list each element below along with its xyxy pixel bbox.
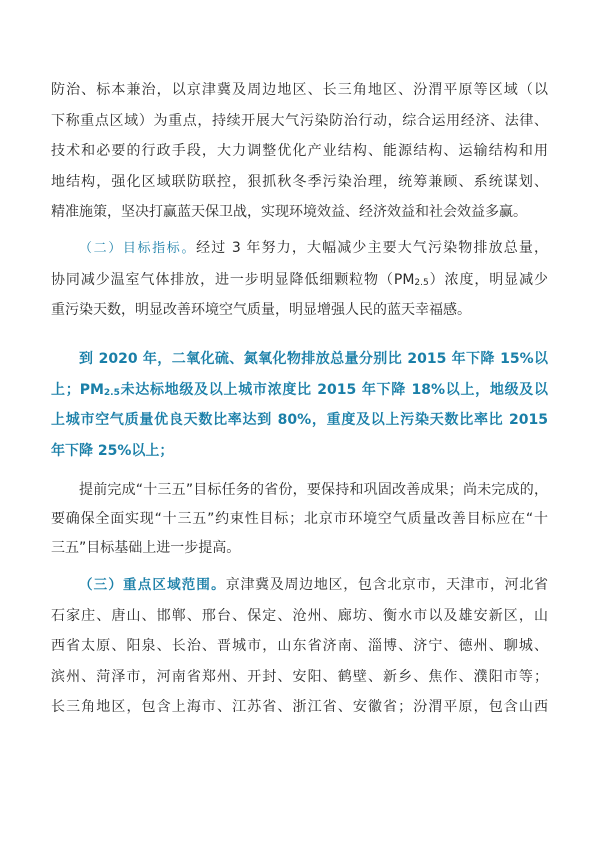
paragraph-provinces (51, 476, 548, 563)
text-line (51, 233, 548, 265)
text-segment: 未达标地级及以上城市浓度比 2015 年下降 18%以上，地级及以 (119, 381, 548, 398)
text-segment: 上；PM (51, 381, 104, 398)
text-segment: 经过 3 年努力，大幅减少主要大气污染物排放总量， (196, 240, 548, 256)
text-line (51, 375, 548, 406)
text-line: 西省太原、阳泉、长治、晋城市，山东省济南、淄博、济宁、德州、聊城、 (51, 638, 548, 654)
section-label-regions: （三）重点区域范围。 (79, 577, 226, 593)
text-line: 下称重点区域）为重点，持续开展大气污染防治行动，综合运用经济、法律、 (51, 112, 548, 129)
text-line: 上城市空气质量优良天数比率达到 80%，重度及以上污染天数比率比 2015 (51, 412, 548, 428)
text-line: 防治、标本兼治，以京津冀及周边地区、长三角地区、汾渭平原等区域（以 (51, 82, 548, 98)
text-line: 石家庄、唐山、邯郸、邢台、保定、沧州、廊坊、衡水市以及雄安新区，山 (51, 607, 548, 624)
text-segment: 京津冀及周边地区，包含北京市，天津市，河北省 (225, 577, 548, 593)
text-line: 三五”目标基础上进一步提高。 (51, 540, 241, 556)
text-line: 技术和必要的行政手段，大力调整优化产业结构、能源结构、运输结构和用 (51, 143, 548, 159)
paragraph-targets (51, 233, 548, 326)
section-label-targets: （二）目标指标。 (79, 241, 197, 256)
text-line: 年下降 25%以上； (51, 442, 174, 459)
paragraph-principles (51, 75, 548, 228)
text-segment: 协同减少温室气体排放，进一步明显降低细颗粒物（PM (51, 271, 415, 288)
text-line: 滨州、菏泽市，河南省郑州、开封、安阳、鹤壁、新乡、焦作、濮阳市等； (51, 668, 548, 685)
text-line: 精准施策，坚决打赢蓝天保卫战，实现环境效益、经济效益和社会效益多赢。 (51, 204, 527, 220)
subscript: 2.5 (103, 387, 120, 398)
text-line: 长三角地区，包含上海市、江苏省、浙江省、安徽省；汾渭平原，包含山西 (51, 699, 548, 715)
paragraph-key-regions (51, 570, 548, 723)
text-line (51, 265, 548, 296)
text-segment: ）浓度，明显减少 (428, 271, 548, 288)
subscript: 2.5 (414, 277, 429, 288)
text-line: 地结构，强化区域联防联控，狠抓秋冬季污染治理，统筹兼顾、系统谋划、 (51, 173, 548, 190)
text-line: 要确保全面实现“十三五”约束性目标；北京市环境空气质量改善目标应在“十 (51, 511, 548, 527)
text-line: 重污染天数，明显改善环境空气质量，明显增强人民的蓝天幸福感。 (51, 302, 471, 318)
paragraph-emission-goals (51, 344, 548, 466)
text-line: 到 2020 年，二氧化硫、氮氧化物排放总量分别比 2015 年下降 15%以 (79, 351, 548, 367)
text-line: 提前完成“十三五”目标任务的省份，要保持和巩固改善成果；尚未完成的， (79, 482, 548, 498)
text-line (51, 570, 548, 601)
